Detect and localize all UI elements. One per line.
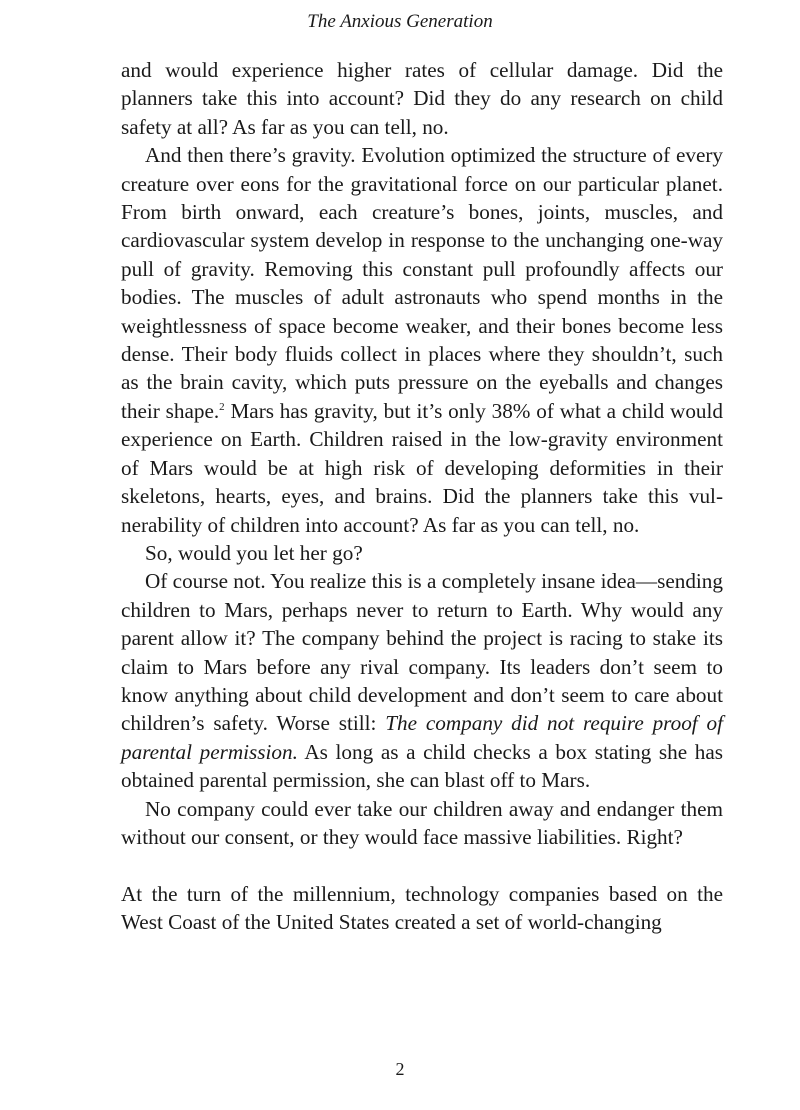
paragraph-5: No company could ever take our children away and endanger them without our consent, or they would face massive liabilities. Right? [121,796,723,849]
running-head: The Anxious Generation [307,11,493,32]
footnote-marker[interactable]: 2 [219,400,225,413]
paragraph-4-end: As long as a child checks a box stating she has obtained parental permission, she can blast off to Mars. [121,739,723,793]
paragraph-6: At the turn of the millennium, technology companies based on the West Coast of the United States created a set of world-changing [121,881,723,935]
paragraph-2 [121,141,723,539]
paragraph-3: So, would you let her go? [145,540,363,565]
paragraph-4 [121,567,723,794]
paragraph-2-continued: Mars has gravity, but it’s only 38% of what a child would experience on Earth. Children raised in the low-gravity environment of Mars would be at high risk of developing deformities in their skeletons, hearts, eyes, and brains. Did the planners take this vulnerability of children into account? As far as you can tell, no. [121,398,723,537]
body-text [121,56,723,937]
paragraph-2-text: And then there’s gravity. Evolution optimized the structure of every creature over eons for the gravitational force on our particular planet. From birth onward, each creature’s bones, joints, muscles, and cardiovascular system develop in response to the unchanging one-way pull of gravity. Removing this constant pull profoundly affects our bodies. The muscles of adult astronauts who spend months in the weightlessness of space become weaker, and their bones become less dense. Their body fluids collect in places where they shouldn’t, such as the brain cavity, which puts pressure on the eyeballs and changes their shape. [121,143,723,423]
paragraph-1: and would experience higher rates of cellular damage. Did the planners take this into account? Did they do any research on child safety at all? As far as you can tell, no. [121,58,723,139]
paragraph-4-text: Of course not. You realize this is a completely insane idea—sending children to Mars, perhaps never to return to Earth. Why would any parent allow it? The company behind the project is racing to stake its claim to Mars before any rival company. Its leaders don’t seem to know anything about child development and don’t seem to care about children’s safety. Worse still: [121,569,723,736]
page-number: 2 [395,1059,405,1079]
paragraph-4-emphasis: The company did not require proof of parental permission. [121,711,724,764]
